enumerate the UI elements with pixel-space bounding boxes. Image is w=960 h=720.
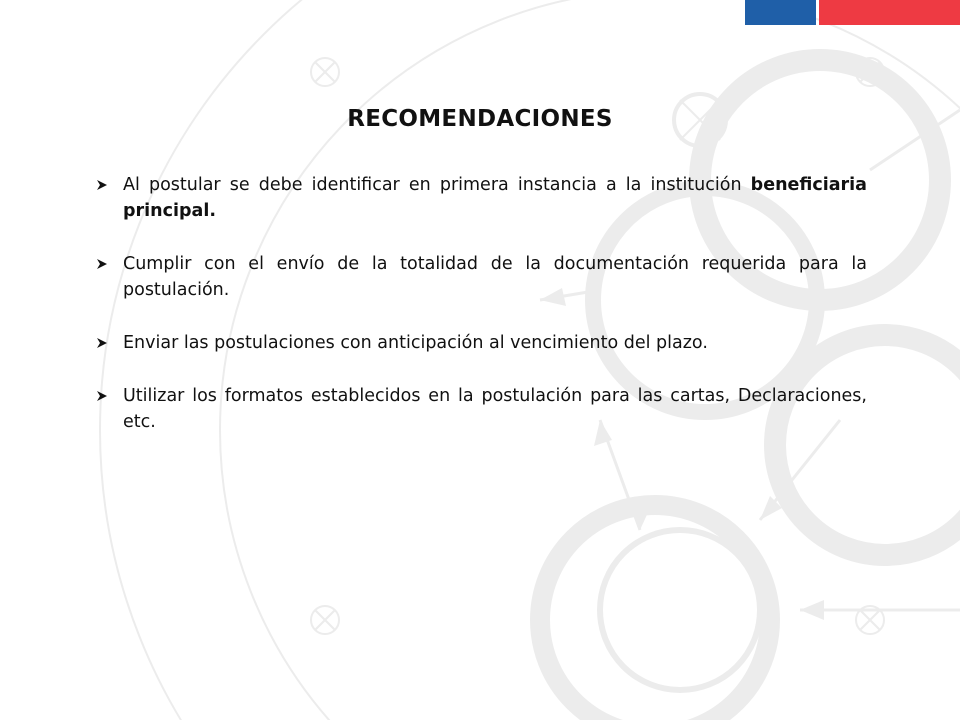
list-item — [95, 330, 867, 356]
list-item — [95, 383, 867, 435]
arrowhead-bullet-icon — [95, 258, 109, 270]
flag-blue-stripe — [745, 0, 816, 25]
flag-red-stripe — [819, 0, 960, 25]
list-item-text: Utilizar los formatos establecidos en la postulación para las cartas, Declaraciones, etc. — [123, 386, 867, 432]
list-item-text: Al postular se debe identificar en primera instancia a la institución — [123, 175, 751, 195]
list-item-text: Enviar las postulaciones con anticipación al vencimiento del plazo. — [123, 333, 708, 353]
arrowhead-bullet-icon — [95, 390, 109, 402]
list-item — [95, 172, 867, 224]
recommendations-list — [95, 172, 867, 462]
arrowhead-bullet-icon — [95, 337, 109, 349]
page-title: RECOMENDACIONES — [347, 106, 613, 132]
list-item-bold-text: beneficiaria principal. — [123, 175, 867, 221]
arrowhead-bullet-icon — [95, 179, 109, 191]
list-item-text: Cumplir con el envío de la totalidad de la documentación requerida para la postulación. — [123, 254, 867, 300]
list-item — [95, 251, 867, 303]
